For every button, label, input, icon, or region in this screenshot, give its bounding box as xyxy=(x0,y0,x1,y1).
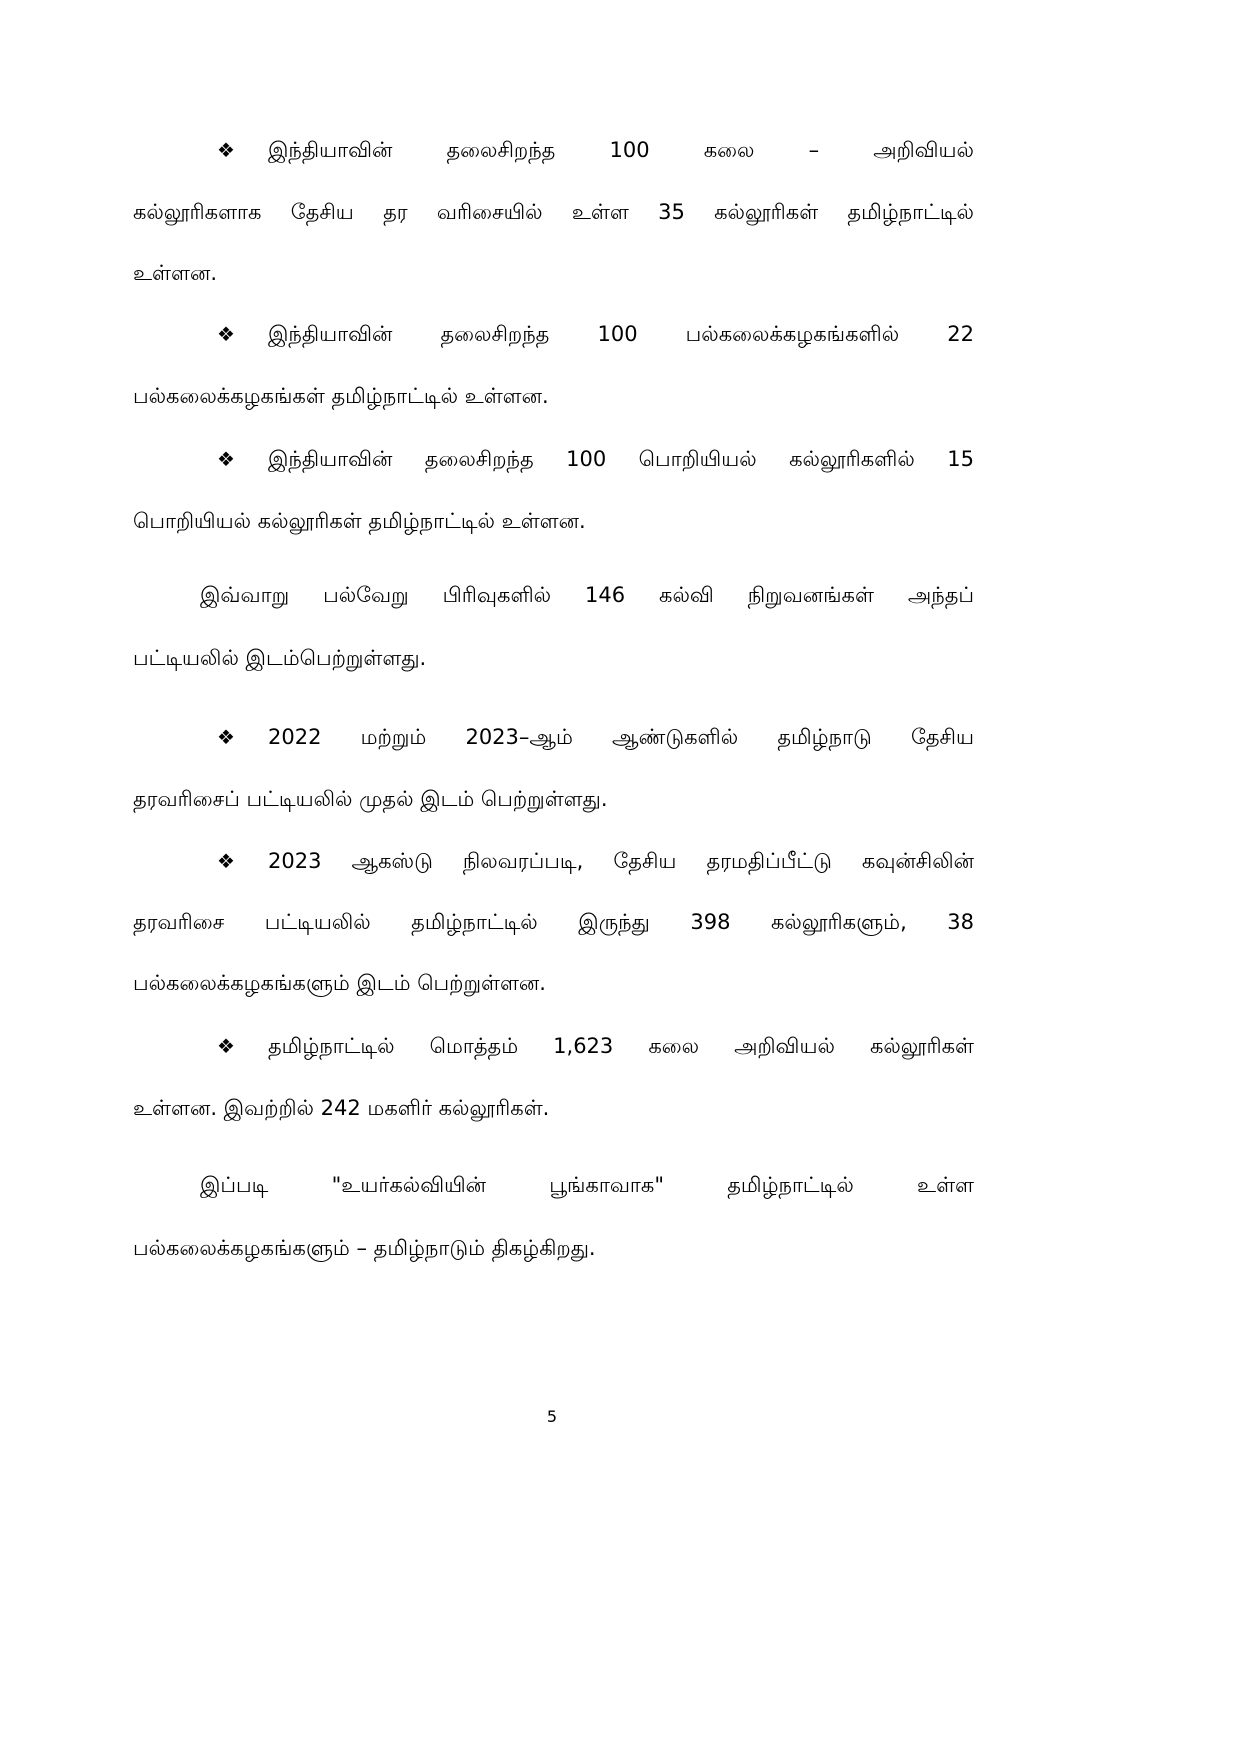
text-line: இந்தியாவின் தலைசிறந்த 100 கலை – அறிவியல் xyxy=(268,138,974,162)
bullet-icon: ❖ xyxy=(217,322,235,346)
text-line: பல்கலைக்கழகங்களும் இடம் பெற்றுள்ளன. xyxy=(133,971,546,995)
bullet-icon: ❖ xyxy=(217,725,235,749)
text-line: தரவரிசை பட்டியலில் தமிழ்நாட்டில் இருந்து 398 கல்லூரிகளும், 38 xyxy=(133,910,974,934)
bullet-icon: ❖ xyxy=(217,138,235,162)
bullet-icon: ❖ xyxy=(217,1034,235,1058)
page-number: 5 xyxy=(546,1407,558,1426)
text-line: 2022 மற்றும் 2023–ஆம் ஆண்டுகளில் தமிழ்நாடு தேசிய xyxy=(268,725,974,749)
text-line: 2023 ஆகஸ்டு நிலவரப்படி, தேசிய தரமதிப்பீட்டு கவுன்சிலின் xyxy=(268,849,974,873)
text-line: தரவரிசைப் பட்டியலில் முதல் இடம் பெற்றுள்ளது. xyxy=(133,787,608,811)
bullet-icon: ❖ xyxy=(217,447,235,471)
text-line: உள்ளன. xyxy=(133,261,217,285)
text-line: பல்கலைக்கழகங்கள் தமிழ்நாட்டில் உள்ளன. xyxy=(133,384,549,408)
paragraph-line: பட்டியலில் இடம்பெற்றுள்ளது. xyxy=(133,646,427,670)
text-line: இந்தியாவின் தலைசிறந்த 100 பொறியியல் கல்லூரிகளில் 15 xyxy=(268,447,974,471)
text-line: கல்லூரிகளாக தேசிய தர வரிசையில் உள்ள 35 கல்லூரிகள் தமிழ்நாட்டில் xyxy=(133,200,974,224)
text-line: உள்ளன. இவற்றில் 242 மகளிர் கல்லூரிகள். xyxy=(133,1096,550,1120)
text-line: இந்தியாவின் தலைசிறந்த 100 பல்கலைக்கழகங்களில் 22 xyxy=(268,322,974,346)
paragraph-line: பல்கலைக்கழகங்களும் – தமிழ்நாடும் திகழ்கிறது. xyxy=(133,1236,596,1260)
bullet-icon: ❖ xyxy=(217,849,235,873)
paragraph-line: இப்படி "உயர்கல்வியின் பூங்காவாக" தமிழ்நாட்டில் உள்ள xyxy=(200,1173,974,1197)
text-line: பொறியியல் கல்லூரிகள் தமிழ்நாட்டில் உள்ளன. xyxy=(133,509,586,533)
text-line: தமிழ்நாட்டில் மொத்தம் 1,623 கலை அறிவியல் கல்லூரிகள் xyxy=(268,1034,974,1058)
paragraph-line: இவ்வாறு பல்வேறு பிரிவுகளில் 146 கல்வி நிறுவனங்கள் அந்தப் xyxy=(200,583,974,607)
